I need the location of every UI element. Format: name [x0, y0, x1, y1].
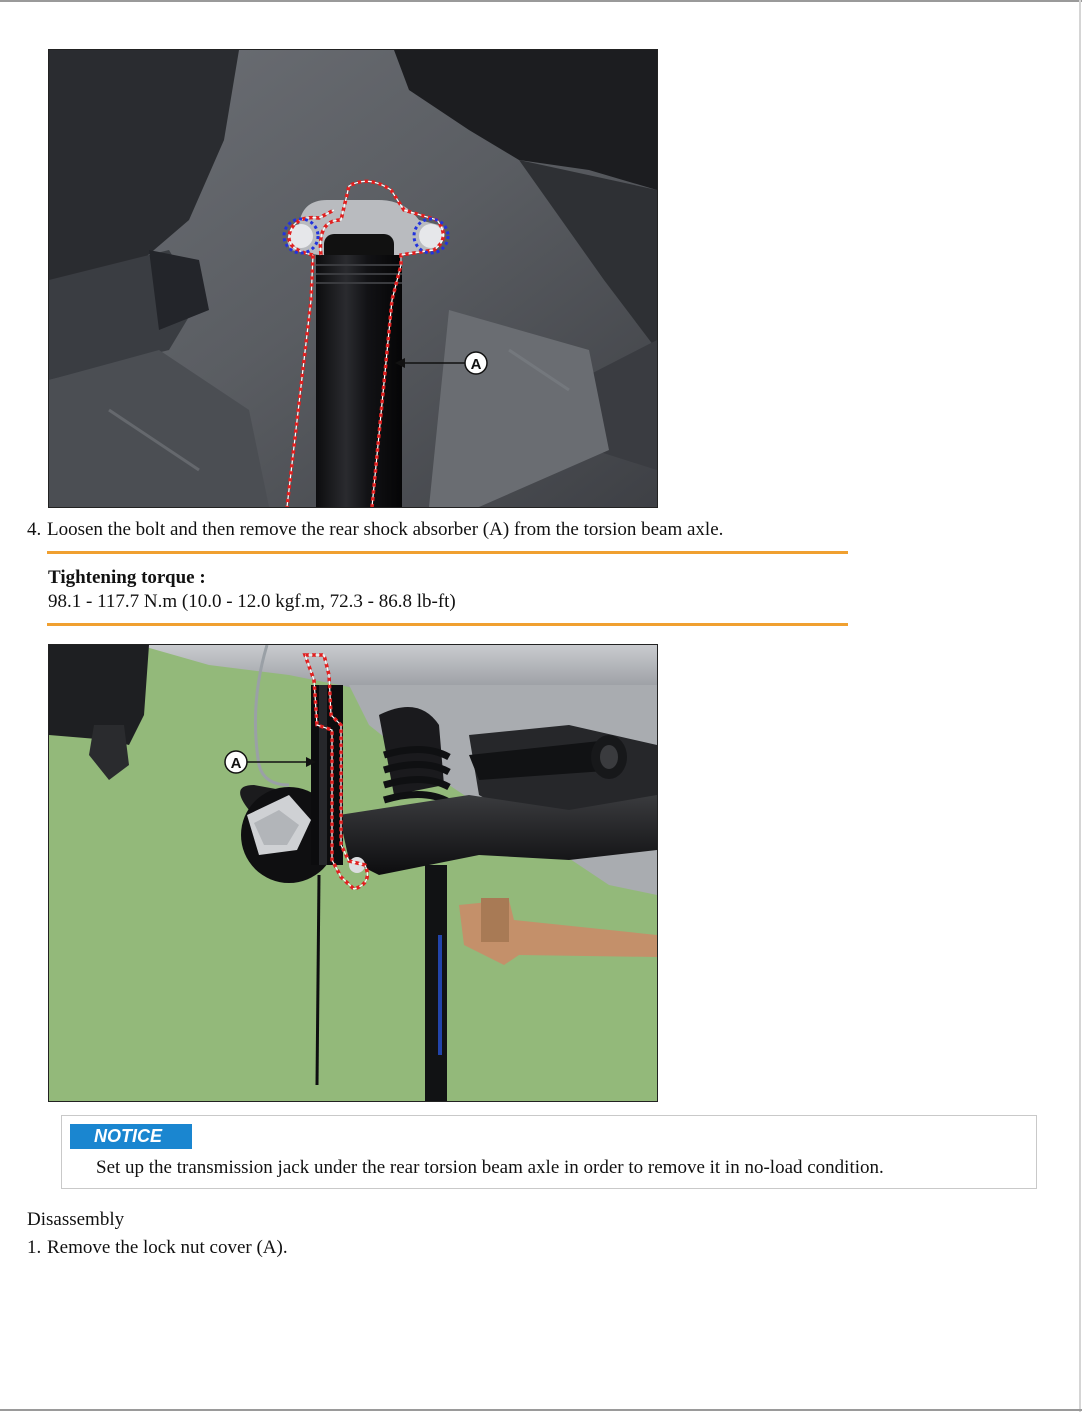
callout-a-label: A — [470, 356, 482, 373]
section-heading-disassembly: Disassembly — [27, 1209, 125, 1230]
step-1-number: 1. — [27, 1237, 42, 1258]
tightening-torque-title: Tightening torque : — [48, 567, 206, 588]
step-4-number: 4. — [27, 519, 42, 540]
step-1 — [27, 1236, 288, 1260]
notice-badge: NOTICE — [70, 1124, 192, 1149]
lower-mount-illustration — [49, 645, 657, 1101]
notice-text: Set up the transmission jack under the rear torsion beam axle in order to remove it in no-load condition. — [96, 1157, 884, 1178]
torque-top-rule — [47, 551, 848, 554]
shock-absorber-upper-mount-figure — [48, 49, 658, 508]
shock-absorber-lower-mount-figure — [48, 644, 658, 1102]
torque-bottom-rule — [47, 623, 848, 626]
step-1-text: Remove the lock nut cover (A). — [47, 1237, 288, 1258]
top-rule — [0, 0, 1082, 2]
upper-mount-illustration — [49, 50, 657, 507]
tightening-torque-value: 98.1 - 117.7 N.m (10.0 - 12.0 kgf.m, 72.3 - 86.8 lb-ft) — [48, 591, 456, 612]
bottom-rule — [0, 1409, 1082, 1411]
right-rule — [1079, 0, 1081, 1412]
step-4 — [27, 518, 723, 542]
callout-a-label: A — [230, 755, 242, 772]
step-4-text: Loosen the bolt and then remove the rear shock absorber (A) from the torsion beam axle. — [47, 519, 724, 540]
notice-box — [61, 1115, 1037, 1189]
